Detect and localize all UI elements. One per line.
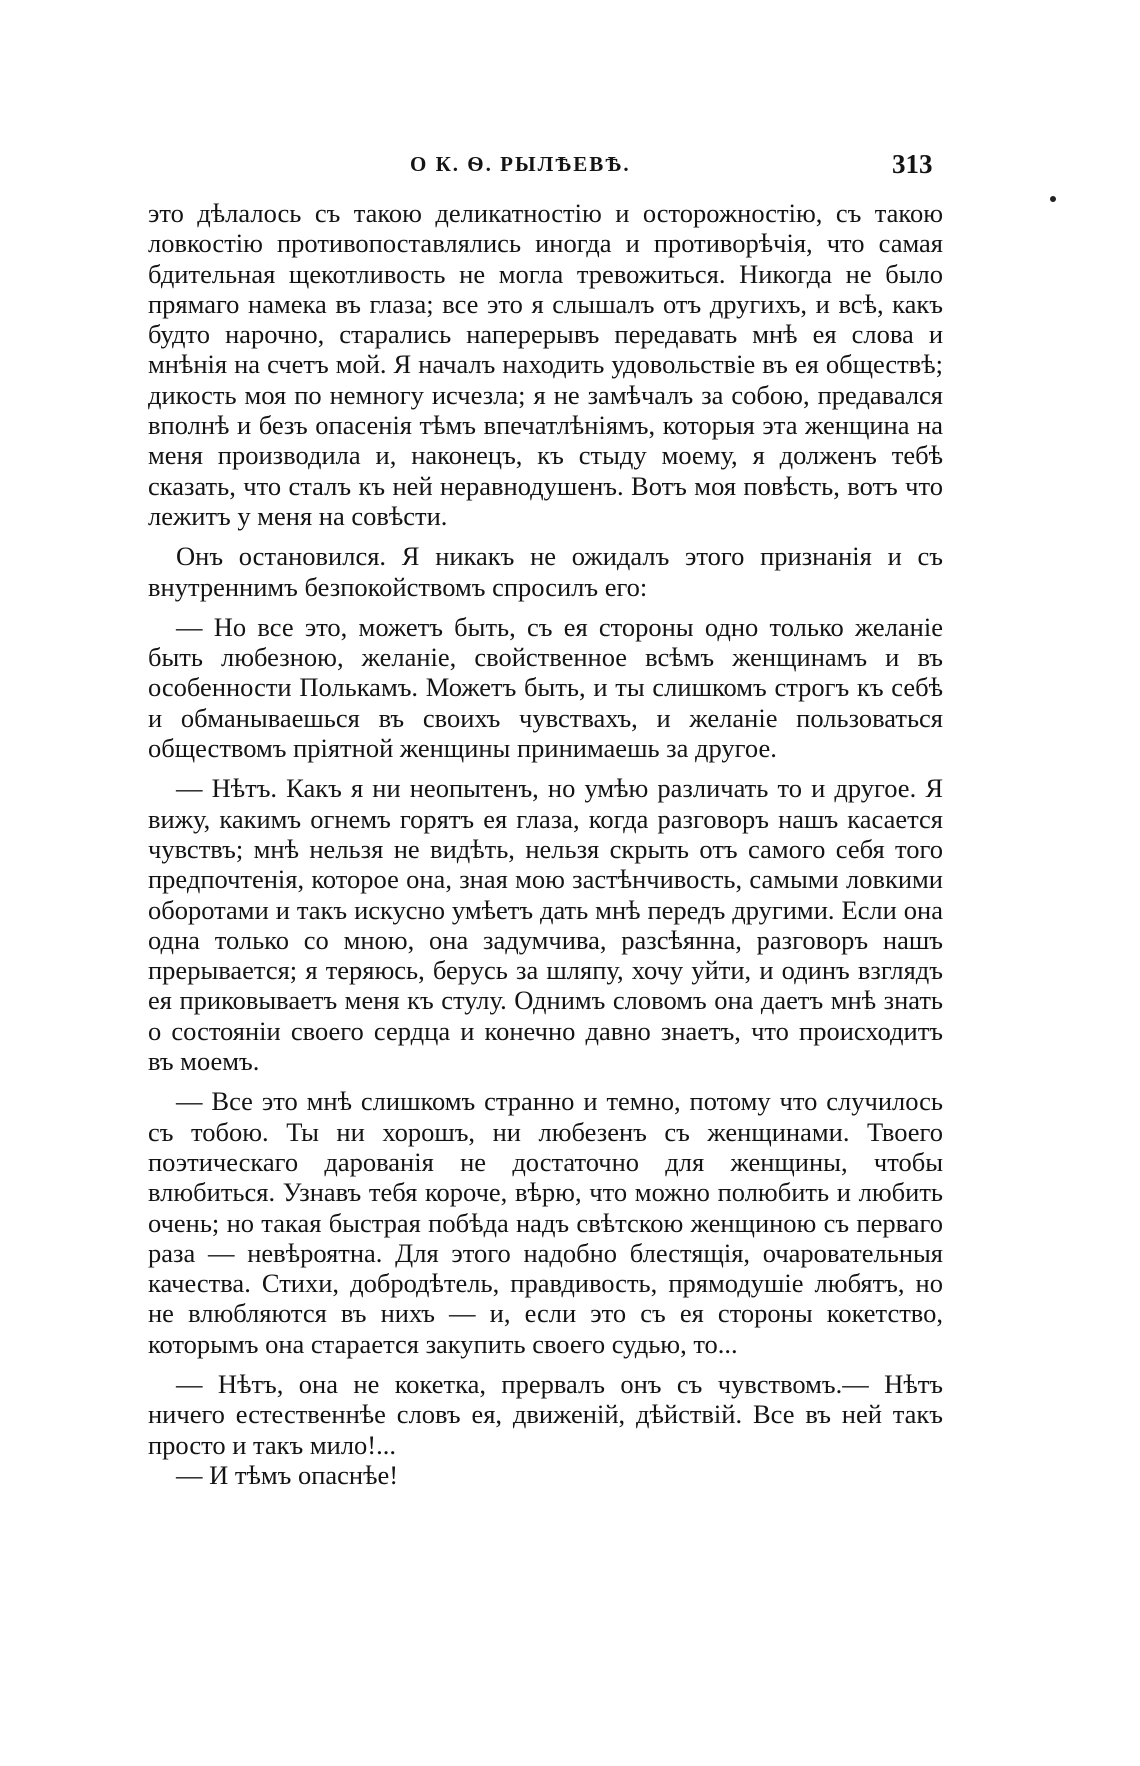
ink-dot-mark — [1050, 196, 1056, 202]
body-text — [148, 198, 943, 1500]
running-title: О К. Ѳ. РЫЛѢЕВѢ. — [410, 152, 631, 176]
paragraph: Онъ остановился. Я никакъ не ожидалъ этого признанія и съ внутреннимъ безпокойствомъ спросилъ его: — [148, 541, 943, 602]
paragraph: — Но все это, можетъ быть, съ ея стороны одно только желаніе быть любезною, желаніе, свойственное всѣмъ женщинамъ и въ особенности Полькамъ. Можетъ быть, и ты слишкомъ строгъ къ себѣ и обманываешься въ своихъ чувствахъ, и желаніе пользоваться обществомъ пріятной женщины принимаешь за другое. — [148, 611, 943, 764]
running-head — [0, 149, 1140, 186]
paragraph: — Нѣтъ, она не кокетка, прервалъ онъ съ чувствомъ.— Нѣтъ ничего естественнѣе словъ ея, движеній, дѣйствій. Все въ ней такъ просто и такъ мило!... — [148, 1368, 943, 1460]
paragraph: это дѣлалось съ такою деликатностію и осторожностію, съ такою ловкостію противопоставлялись иногда и противорѣчія, что самая бдительная щекотливость не могла тревожиться. Никогда не было прямаго намека въ глаза; все это я слышалъ отъ другихъ, и всѣ, какъ будто нарочно, старались наперерывъ передавать мнѣ ея слова и мнѣнія на счетъ мой. Я началъ находить удовольствіе въ ея обществѣ; дикость моя по немногу исчезла; я не замѣчалъ за собою, предавался вполнѣ и безъ опасенія тѣмъ впечатлѣніямъ, которыя эта женщина на меня производила и, наконецъ, къ стыду моему, я долженъ тебѣ сказать, что сталъ къ ней неравнодушенъ. Вотъ моя повѣсть, вотъ что лежитъ у меня на совѣсти. — [148, 198, 943, 531]
paragraph: — И тѣмъ опаснѣе! — [176, 1459, 399, 1490]
paragraph: — Все это мнѣ слишкомъ странно и темно, потому что случилось съ тобою. Ты ни хорошъ, ни любезенъ съ женщинами. Твоего поэтическаго дарованія не достаточно для женщины, чтобы влюбиться. Узнавъ тебя короче, вѣрю, что можно полюбить и любить очень; но такая быстрая побѣда надъ свѣтскою женщиною съ перваго раза — невѣроятна. Для этого надобно блестящія, очаровательныя качества. Стихи, добродѣтель, правдивость, прямодушіе любятъ, но не влюбляются въ нихъ — и, если это съ ея стороны кокетство, которымъ она старается закупить своего судью, то... — [148, 1086, 943, 1359]
page-number: 313 — [892, 149, 933, 179]
paragraph: — Нѣтъ. Какъ я ни неопытенъ, но умѣю различать то и другое. Я вижу, какимъ огнемъ горятъ ея глаза, когда разговоръ нашъ касается чувствъ; мнѣ нельзя не видѣть, нельзя скрыть отъ самого себя того предпочтенія, которое она, зная мою застѣнчивость, самыми ловкими оборотами и такъ искусно умѣетъ дать мнѣ передъ другими. Если она одна только со мною, она задумчива, разсѣянна, разговоръ нашъ прерывается; я теряюсь, берусь за шляпу, хочу уйти, и одинъ взглядъ ея приковываетъ меня къ стулу. Однимъ словомъ она даетъ мнѣ знать о состояніи своего сердца и конечно давно знаетъ, что происходитъ въ моемъ. — [148, 773, 943, 1077]
